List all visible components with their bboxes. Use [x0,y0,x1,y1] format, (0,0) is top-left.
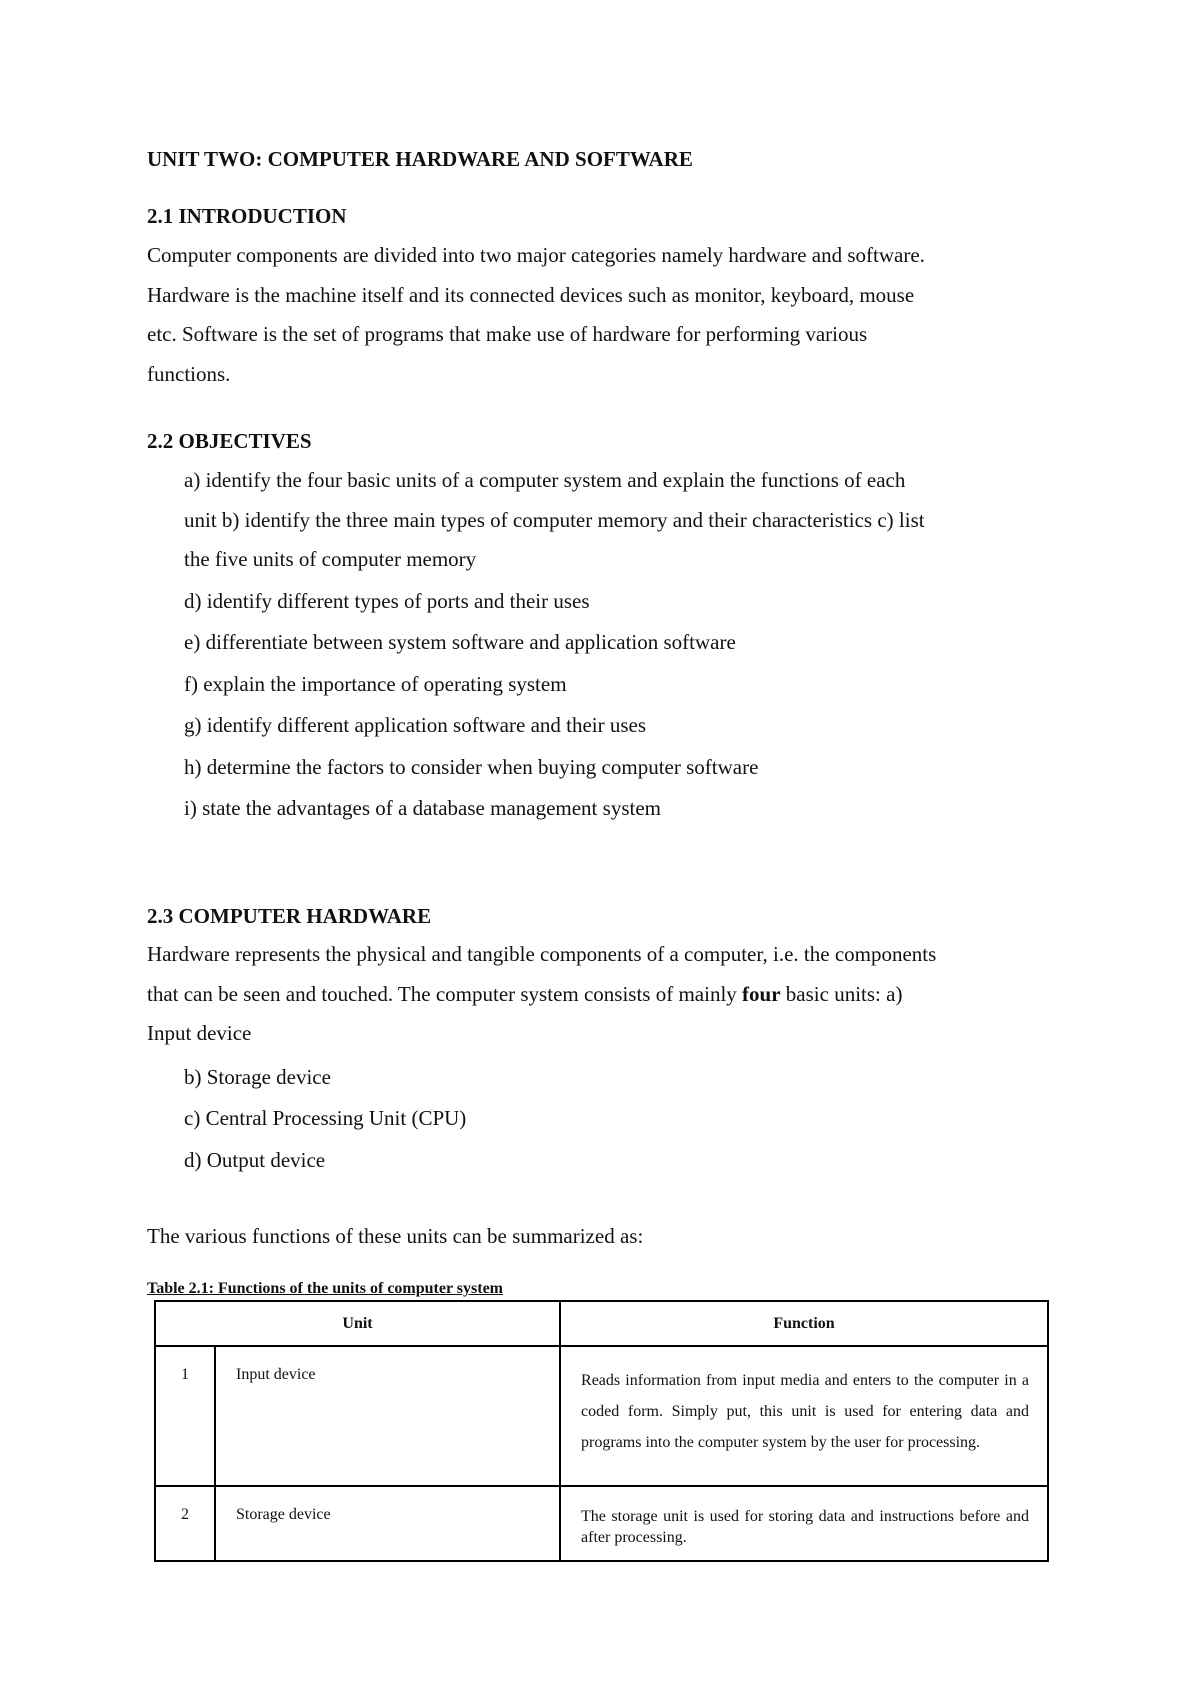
header-function: Function [560,1301,1048,1346]
objective-line: g) identify different application software and their uses [184,713,647,737]
hardware-line: Hardware represents the physical and tangible components of a computer, i.e. the components [147,942,937,966]
row-function: The storage unit is used for storing data and instructions before and after processing. [560,1486,1048,1561]
hardware-line: Input device [147,1021,252,1045]
table-header-row [155,1301,1048,1346]
hardware-line [147,975,936,1015]
intro-line: functions. [147,361,231,386]
objective-line: d) identify different types of ports and their uses [184,589,590,613]
unit-list-item: b) Storage device [184,1065,331,1089]
intro-heading: 2.1 INTRODUCTION [147,204,347,228]
table-row [155,1346,1048,1486]
objectives-block [184,461,925,580]
objective-line: unit b) identify the three main types of computer memory and their characteristics c) list [184,507,925,532]
header-unit: Unit [155,1301,560,1346]
objective-line: the five units of computer memory [184,547,477,571]
row-function: Reads information from input media and enters to the computer in a coded form. Simply put, this unit is used for entering data and programs into the computer system by the user for processing. [560,1346,1048,1486]
unit-title: UNIT TWO: COMPUTER HARDWARE AND SOFTWARE [147,147,693,171]
table-caption: Table 2.1: Functions of the units of computer system [147,1280,504,1297]
hardware-line-text: basic units: a) [780,981,903,1006]
intro-paragraph [147,236,925,394]
emphasis-four: four [742,981,781,1006]
intro-line: etc. Software is the set of programs that make use of hardware for performing various [147,322,868,346]
row-number: 2 [155,1486,215,1561]
table-row [155,1486,1048,1561]
objective-line: f) explain the importance of operating system [184,672,567,696]
intro-line: Computer components are divided into two major categories namely hardware and software. [147,243,925,267]
hardware-line-text: that can be seen and touched. The computer system consists of mainly [147,981,743,1006]
units-table [154,1300,1049,1562]
objectives-heading: 2.2 OBJECTIVES [147,429,312,453]
row-number: 1 [155,1346,215,1486]
hardware-heading: 2.3 COMPUTER HARDWARE [147,904,432,928]
objective-line: a) identify the four basic units of a computer system and explain the functions of each [184,468,906,492]
objective-line: e) differentiate between system software and application software [184,630,736,654]
hardware-paragraph [147,935,936,1054]
objective-line: h) determine the factors to consider when buying computer software [184,755,759,779]
unit-list-item: d) Output device [184,1148,326,1172]
intro-line: Hardware is the machine itself and its connected devices such as monitor, keyboard, mouse [147,282,915,307]
row-unit: Input device [215,1346,560,1486]
unit-list-item: c) Central Processing Unit (CPU) [184,1106,467,1130]
row-unit: Storage device [215,1486,560,1561]
objective-line: i) state the advantages of a database management system [184,796,661,820]
summary-text: The various functions of these units can be summarized as: [147,1224,644,1248]
